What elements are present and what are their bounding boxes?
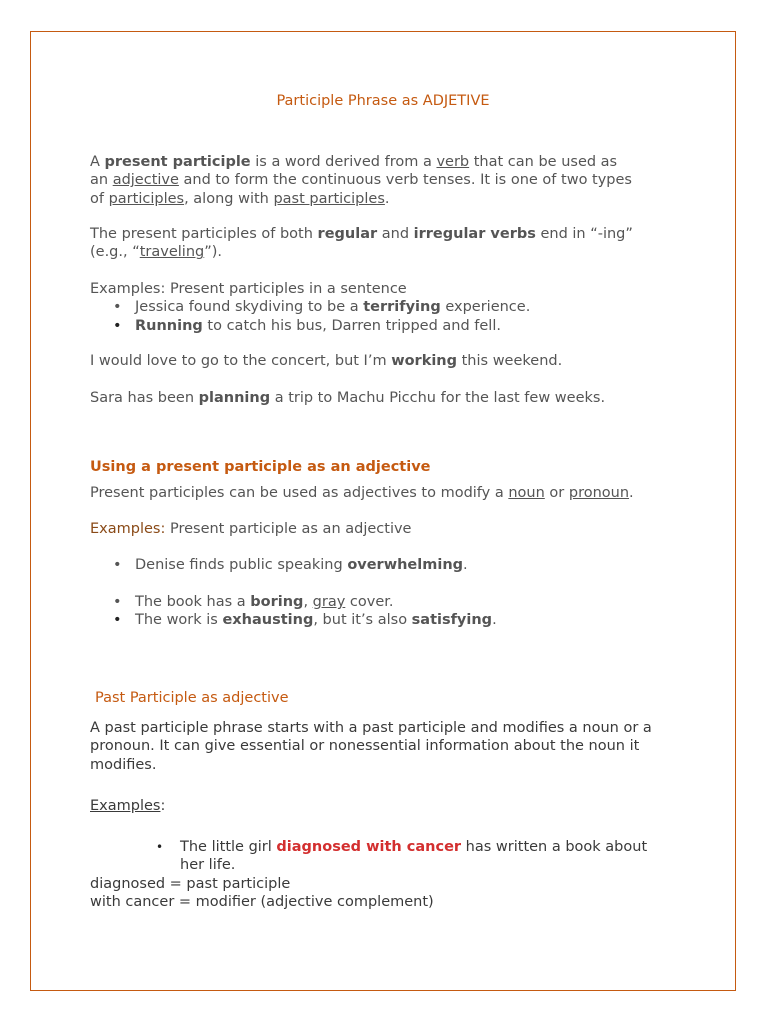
text: experience. [440,299,531,316]
text: of [90,190,109,207]
text: and [377,226,414,242]
section2-list-a [90,556,690,574]
list-item [90,593,690,611]
text: . [463,557,468,573]
text: cover. [345,594,394,610]
text: ”). [204,244,223,261]
examples-label: Examples [90,798,161,814]
text: The little girl [180,839,277,855]
examples-list [90,556,690,574]
link-past-participles[interactable]: past participles [273,190,385,207]
planning-sentence [90,389,690,407]
regular-paragraph [90,225,690,262]
section2-examples-label [90,520,690,538]
link-traveling[interactable]: traveling [139,244,205,261]
bold-term: irregular verbs [413,226,536,242]
text: Present participle as an adjective [165,521,412,537]
text: . [629,485,634,501]
section2-list-b [90,593,690,630]
list-item [90,556,690,574]
page-border [30,31,736,991]
examples-list [90,593,690,630]
link-participles[interactable]: participles [108,190,185,207]
text: : [160,798,166,814]
text: is a word derived from a [250,154,437,170]
text: . [384,190,390,207]
list-item [90,611,690,629]
text: . [492,612,497,629]
text: her life. [180,857,236,874]
list-item [90,317,690,335]
text: I would love to go to the concert, but I’m [90,353,392,369]
bold-term: planning [198,390,271,406]
text: (e.g., “ [90,244,140,261]
text: and to form the continuous verb tenses. It is one of two types [178,172,632,189]
text: an [90,172,113,189]
examples-heading: Examples: Present participles in a sentence [90,281,407,297]
bold-term: working [391,353,458,369]
text: A past participle phrase starts with a past participle and modifies a noun or a [90,720,652,736]
section-heading-present: Using a present participle as an adjective [90,459,431,475]
examples-list [90,838,710,875]
text: Sara has been [90,390,199,406]
text: The present participles of both [90,226,318,242]
page-title: Participle Phrase as ADJETIVE [276,93,490,109]
text: diagnosed = past participle [90,875,291,892]
text: has written a book about [461,839,648,855]
text: pronoun. It can give essential or nonessential information about the noun it [90,738,640,755]
link-verb[interactable]: verb [436,154,470,170]
bold-term: terrifying [363,299,441,316]
text: Jessica found skydiving to be a [135,299,364,316]
intro-paragraph [90,153,690,208]
text: end in “-ing” [535,226,633,242]
text: , but it’s also [313,612,412,629]
section3-examples-label [90,797,690,815]
bold-term: Running [135,317,203,334]
section3-example [90,838,710,912]
text: a trip to Machu Picchu for the last few weeks. [270,390,606,406]
link-gray[interactable]: gray [312,594,346,610]
text: that can be used as [469,154,618,170]
text: A [90,154,105,170]
working-sentence [90,352,690,370]
bold-term: boring [250,594,304,610]
examples-list [90,298,690,335]
link-noun[interactable]: noun [508,485,545,501]
bold-term: exhausting [222,612,314,629]
examples-1 [90,280,690,335]
text: , [303,594,313,610]
bold-term: regular [317,226,378,242]
examples-label: Examples: [90,521,166,537]
section3-paragraph [90,719,690,774]
text: The work is [135,612,223,629]
text: to catch his bus, Darren tripped and fell. [202,317,501,334]
bold-term: present participle [104,154,251,170]
list-item [90,298,690,316]
text: this weekend. [457,353,563,369]
text: Present participles can be used as adjectives to modify a [90,485,509,501]
list-item [90,838,710,875]
section-heading-past: Past Participle as adjective [95,690,289,706]
text: with cancer = modifier (adjective complement) [90,894,434,911]
bold-term: overwhelming [347,557,464,573]
bold-term: satisfying [411,612,493,629]
highlighted-phrase: diagnosed with cancer [276,839,462,855]
link-adjective[interactable]: adjective [112,172,179,189]
text: Denise finds public speaking [135,557,348,573]
text: , along with [184,190,274,207]
text: The book has a [135,594,251,610]
text: modifies. [90,756,157,773]
text: or [544,485,569,501]
section2-paragraph [90,484,690,502]
link-pronoun[interactable]: pronoun [568,485,630,501]
